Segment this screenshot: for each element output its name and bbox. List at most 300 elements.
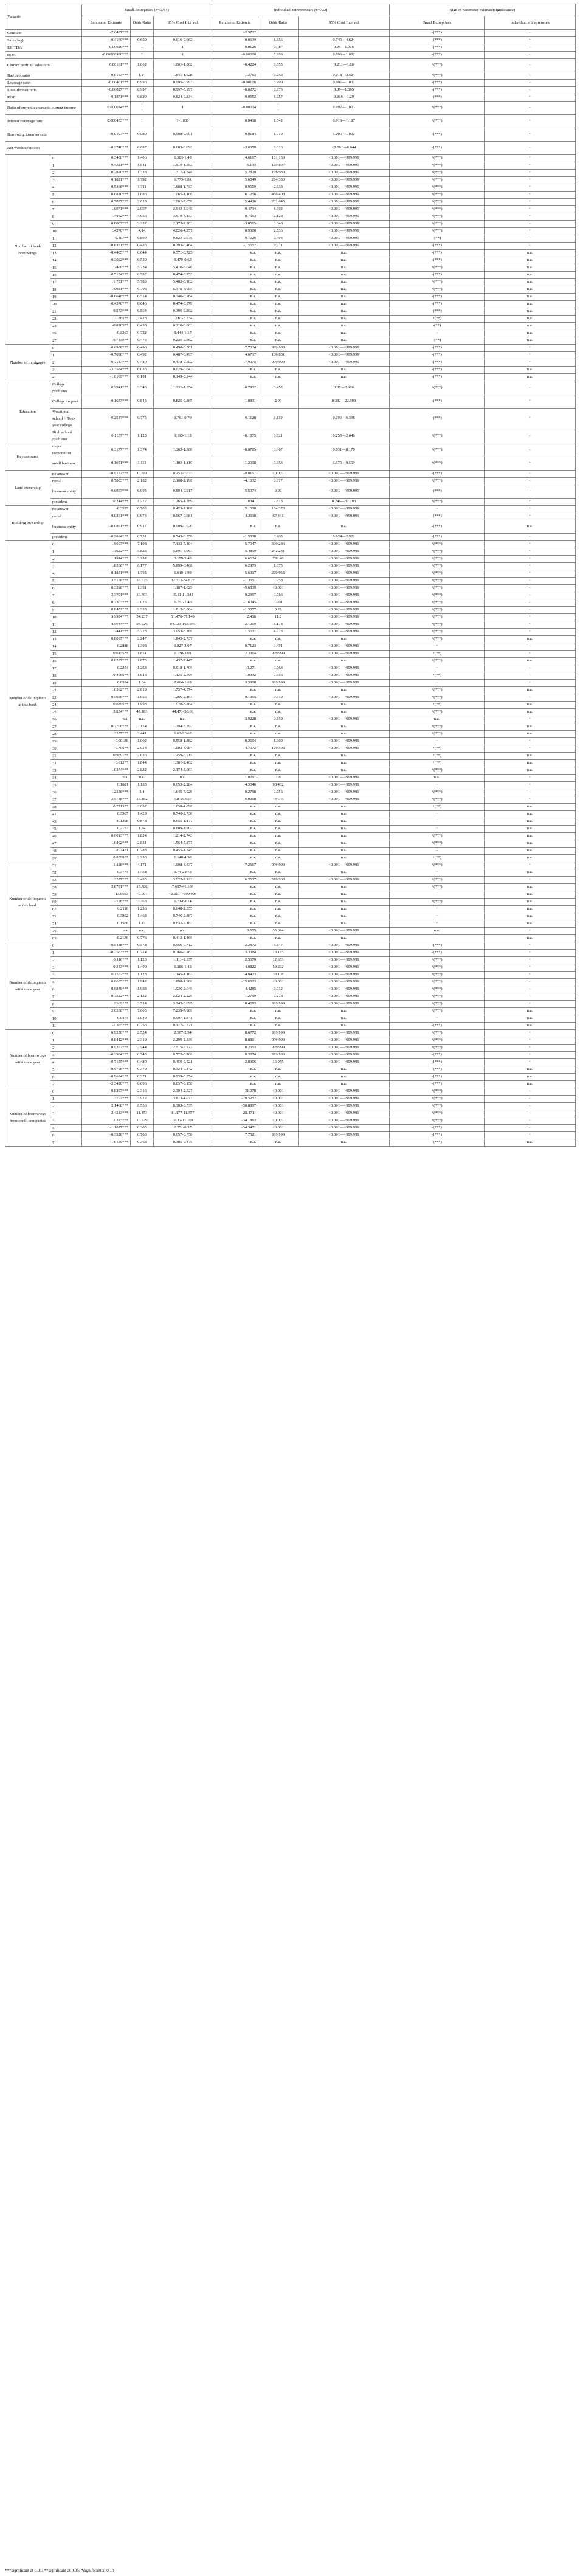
sign-indiv: - bbox=[485, 72, 576, 80]
sign-small: +(***) bbox=[390, 899, 485, 906]
ci-small: 0.825-0.865 bbox=[154, 395, 212, 409]
table-row bbox=[5, 279, 576, 286]
estimate-indiv: n.a. bbox=[212, 636, 258, 643]
estimate-indiv: 3.575 bbox=[212, 928, 258, 935]
sign-small: +(***) bbox=[390, 184, 485, 192]
estimate-indiv: 1.0341 bbox=[212, 499, 258, 506]
ci-small: 2.515-2.573 bbox=[154, 1045, 212, 1052]
odds-ratio-small: 5.783 bbox=[131, 279, 154, 286]
ci-small: 0.616-0.662 bbox=[154, 37, 212, 44]
ci-indiv: n.a. bbox=[299, 330, 390, 337]
odds-ratio-indiv: 782.46 bbox=[258, 556, 299, 563]
estimate-indiv: n.a. bbox=[212, 367, 258, 374]
odds-ratio-indiv: <0.001 bbox=[258, 979, 299, 986]
table-row bbox=[5, 877, 576, 884]
table-row bbox=[5, 44, 576, 52]
sign-indiv: n.a. bbox=[485, 294, 576, 301]
estimate-indiv: 4.6717 bbox=[212, 352, 258, 359]
table-row bbox=[5, 687, 576, 694]
sign-indiv: - bbox=[485, 485, 576, 499]
table-row bbox=[5, 614, 576, 621]
sign-small: -(***) bbox=[390, 52, 485, 59]
odds-ratio-small: 2.075 bbox=[131, 599, 154, 607]
estimate-small: 0.3802 bbox=[82, 913, 131, 920]
odds-ratio-small: 0.989 bbox=[131, 128, 154, 142]
estimate-indiv: -1.2799 bbox=[212, 993, 258, 1001]
odds-ratio-indiv: 444.45 bbox=[258, 796, 299, 804]
ci-small: 0.455-1.345 bbox=[154, 848, 212, 855]
ci-indiv: <0.001—>999.999 bbox=[299, 1001, 390, 1008]
odds-ratio-indiv: 999.999 bbox=[258, 1052, 299, 1059]
table-row bbox=[5, 359, 576, 367]
sign-indiv: + bbox=[485, 651, 576, 658]
table-row bbox=[5, 1001, 576, 1008]
estimate-indiv: 0.1128 bbox=[212, 409, 258, 429]
significance-footnote: ***significant at 0.01; **significant at 0.05; *significant at 0.10 bbox=[5, 2568, 114, 2573]
sign-indiv: + bbox=[485, 170, 576, 177]
odds-ratio-small: 3.363 bbox=[131, 899, 154, 906]
sign-small: +(***) bbox=[390, 884, 485, 891]
sign-indiv: n.a. bbox=[485, 899, 576, 906]
odds-ratio-indiv: 2.128 bbox=[258, 213, 299, 221]
odds-ratio-indiv: 1.602 bbox=[258, 206, 299, 213]
table-row bbox=[5, 716, 576, 723]
estimate-indiv: 2.2872 bbox=[212, 942, 258, 950]
sign-small: -(***) bbox=[390, 409, 485, 429]
estimate-indiv: 3.9228 bbox=[212, 716, 258, 723]
ci-small: 0.252-0.633 bbox=[154, 471, 212, 478]
ci-small: 2.507-2.54 bbox=[154, 1030, 212, 1037]
sign-indiv: n.a. bbox=[485, 848, 576, 855]
estimate-small: 4.5944*** bbox=[82, 621, 131, 629]
table-row bbox=[5, 972, 576, 979]
odds-ratio-small: 1.086 bbox=[131, 192, 154, 199]
sign-small: +(***) bbox=[390, 731, 485, 738]
odds-ratio-small: 0.475 bbox=[131, 337, 154, 345]
odds-ratio-small: 0.743 bbox=[131, 1052, 154, 1059]
ci-indiv: <0.001—>999.999 bbox=[299, 243, 390, 250]
ci-small: 5.476-6.046 bbox=[154, 264, 212, 272]
ci-indiv: <0.001—>999.999 bbox=[299, 592, 390, 599]
ci-indiv: <0.001—>999.999 bbox=[299, 782, 390, 789]
sign-indiv: n.a. bbox=[485, 1015, 576, 1023]
ci-indiv: 0.024—2.922 bbox=[299, 534, 390, 541]
table-row bbox=[5, 1030, 576, 1037]
ci-small: 0.988-0.991 bbox=[154, 128, 212, 142]
estimate-indiv: 5.1018 bbox=[212, 506, 258, 513]
ci-indiv: <0.001—>999.999 bbox=[299, 162, 390, 170]
sign-small: +(***) bbox=[390, 206, 485, 213]
odds-ratio-small: 2.319 bbox=[131, 1037, 154, 1045]
odds-ratio-indiv: n.a. bbox=[258, 1074, 299, 1081]
table-row bbox=[5, 592, 576, 599]
estimate-indiv: 0.0639 bbox=[212, 37, 258, 44]
sign-small: -(***) bbox=[390, 534, 485, 541]
ci-small: 0.683-0.692 bbox=[154, 142, 212, 155]
ci-indiv: <0.001—>999.999 bbox=[299, 651, 390, 658]
sign-indiv: + bbox=[485, 1001, 576, 1008]
odds-ratio-small: 0.722 bbox=[131, 330, 154, 337]
estimate-indiv: -0.00008 bbox=[212, 52, 258, 59]
table-row bbox=[5, 891, 576, 899]
ci-indiv: 1.006—1.032 bbox=[299, 128, 390, 142]
estimate-indiv: n.a. bbox=[212, 250, 258, 257]
sign-small: +(***) bbox=[390, 629, 485, 636]
level-label: 0 bbox=[50, 942, 82, 950]
estimate-small: n.a. bbox=[82, 928, 131, 935]
sign-indiv: + bbox=[485, 162, 576, 170]
ci-indiv: <0.001—>999.999 bbox=[299, 1096, 390, 1103]
ci-indiv: <0.001—>999.999 bbox=[299, 665, 390, 672]
odds-ratio-indiv: 90.432 bbox=[258, 782, 299, 789]
odds-ratio-indiv: 999.999 bbox=[258, 1037, 299, 1045]
estimate-small: 0.6635*** bbox=[82, 979, 131, 986]
level-label: 37 bbox=[50, 796, 82, 804]
estimate-indiv: 8.6772 bbox=[212, 1030, 258, 1037]
sign-small: -(***) bbox=[390, 128, 485, 142]
ci-small: 1.148-4.58 bbox=[154, 855, 212, 862]
header-individual-entrepreneurs: Individual entrepreneurs (n=722) bbox=[212, 4, 390, 16]
estimate-small: -0.8331*** bbox=[82, 243, 131, 250]
odds-ratio-indiv: n.a. bbox=[258, 367, 299, 374]
level-label: 52 bbox=[50, 869, 82, 877]
odds-ratio-small: 1.429 bbox=[131, 811, 154, 818]
sign-indiv: - bbox=[485, 599, 576, 607]
ci-indiv: n.a. bbox=[299, 723, 390, 731]
sign-indiv: + bbox=[485, 964, 576, 972]
estimate-small: 0.00188 bbox=[82, 738, 131, 745]
ci-small: 1.362-1.386 bbox=[154, 443, 212, 457]
level-label: 8 bbox=[50, 213, 82, 221]
ci-indiv: n.a. bbox=[299, 891, 390, 899]
estimate-indiv: n.a. bbox=[212, 804, 258, 811]
estimate-indiv: 18.4683 bbox=[212, 1001, 258, 1008]
odds-ratio-indiv: 4.773 bbox=[258, 629, 299, 636]
header-small-enterprises: Small Entreprises (n=3711) bbox=[82, 4, 212, 16]
estimate-indiv: 6.2537 bbox=[212, 877, 258, 884]
ci-indiv: 0.96—1.016 bbox=[299, 44, 390, 52]
odds-ratio-small: 7.605 bbox=[131, 1008, 154, 1015]
sign-indiv: n.a. bbox=[485, 884, 576, 891]
table-row bbox=[5, 345, 576, 352]
table-row bbox=[5, 59, 576, 72]
sign-small: +(***) bbox=[390, 1008, 485, 1015]
odds-ratio-small: 1.111 bbox=[131, 457, 154, 471]
table-row bbox=[5, 629, 576, 636]
ci-small: 0.722-0.766 bbox=[154, 1052, 212, 1059]
level-label: 23 bbox=[50, 323, 82, 330]
estimate-indiv: 0.7553 bbox=[212, 213, 258, 221]
ci-small: 94.123-103.975 bbox=[154, 621, 212, 629]
table-row bbox=[5, 702, 576, 709]
table-row bbox=[5, 395, 576, 409]
estimate-small: 2.1468*** bbox=[82, 1103, 131, 1110]
sign-small: -(***) bbox=[390, 1066, 485, 1074]
ci-small: 0.057-0.158 bbox=[154, 1081, 212, 1088]
estimate-indiv: -0.7932 bbox=[212, 381, 258, 395]
odds-ratio-indiv: 999.999 bbox=[258, 345, 299, 352]
ci-small: n.a. bbox=[154, 775, 212, 782]
table-row bbox=[5, 745, 576, 753]
odds-ratio-small: 1.277 bbox=[131, 499, 154, 506]
level-label: 0 bbox=[50, 541, 82, 548]
estimate-small: -0.0861*** bbox=[82, 520, 131, 534]
ci-small: 1.001-1.002 bbox=[154, 59, 212, 72]
level-label: 5 bbox=[50, 578, 82, 585]
table-row bbox=[5, 840, 576, 848]
ci-small: 0.653-2.284 bbox=[154, 782, 212, 789]
estimate-indiv: -5.5074 bbox=[212, 485, 258, 499]
table-row bbox=[5, 250, 576, 257]
ci-small: 3.873-4.073 bbox=[154, 1096, 212, 1103]
sign-small: +(**) bbox=[390, 651, 485, 658]
ci-small: 0.809-1.902 bbox=[154, 826, 212, 833]
ci-small: 0.496-0.501 bbox=[154, 345, 212, 352]
odds-ratio-small: 2.819 bbox=[131, 687, 154, 694]
sign-small: -(***) bbox=[390, 1023, 485, 1030]
odds-ratio-small: 17.788 bbox=[131, 884, 154, 891]
sign-small: -(***) bbox=[390, 352, 485, 359]
ci-indiv: <0.001—>999.999 bbox=[299, 993, 390, 1001]
ci-small: 0.909-0.926 bbox=[154, 520, 212, 534]
odds-ratio-small: 2.316 bbox=[131, 1088, 154, 1096]
ci-indiv: <0.001—>999.999 bbox=[299, 352, 390, 359]
level-label: 7 bbox=[50, 1139, 82, 1147]
level-label: small business bbox=[50, 457, 82, 471]
odds-ratio-small: 0.974 bbox=[131, 513, 154, 520]
odds-ratio-small: 0.371 bbox=[131, 1074, 154, 1081]
ci-small: 1.265-1.289 bbox=[154, 499, 212, 506]
estimate-small: -0.6968*** bbox=[82, 345, 131, 352]
level-label: 10 bbox=[50, 228, 82, 235]
sign-small: +(***) bbox=[390, 381, 485, 395]
estimate-small: -0.00026*** bbox=[82, 44, 131, 52]
header-sign: Sign of parameter estimate(significance) bbox=[390, 4, 576, 16]
ci-small: 1.845-2.737 bbox=[154, 636, 212, 643]
odds-ratio-indiv: n.a. bbox=[258, 913, 299, 920]
ci-indiv: <0.001—>999.999 bbox=[299, 1059, 390, 1066]
odds-ratio-small: 1 bbox=[131, 102, 154, 115]
table-row bbox=[5, 855, 576, 862]
odds-ratio-small: 2.174 bbox=[131, 723, 154, 731]
sign-small: -(***) bbox=[390, 87, 485, 94]
table-row bbox=[5, 52, 576, 59]
ci-small: 2.024-2.225 bbox=[154, 993, 212, 1001]
table-row bbox=[5, 1081, 576, 1088]
estimate-small: 1.2357*** bbox=[82, 731, 131, 738]
table-row bbox=[5, 221, 576, 228]
ci-small: 1.214-2.743 bbox=[154, 833, 212, 840]
sign-small: -(***) bbox=[390, 513, 485, 520]
ci-indiv: n.a. bbox=[299, 848, 390, 855]
estimate-indiv: -3.0565 bbox=[212, 221, 258, 228]
ci-small: 1.028-3.864 bbox=[154, 702, 212, 709]
sign-indiv: - bbox=[485, 471, 576, 478]
sign-small: +(***) bbox=[390, 177, 485, 184]
sign-small: +(***) bbox=[390, 621, 485, 629]
ci-indiv: <0.001—>999.999 bbox=[299, 155, 390, 162]
ci-indiv: <0.001—>999.999 bbox=[299, 950, 390, 957]
level-label: 22 bbox=[50, 316, 82, 323]
ci-small: 0.413-1.466 bbox=[154, 935, 212, 942]
odds-ratio-indiv: n.a. bbox=[258, 906, 299, 913]
table-row bbox=[5, 177, 576, 184]
level-label: 12 bbox=[50, 629, 82, 636]
ci-small: 0.235-0.962 bbox=[154, 337, 212, 345]
estimate-indiv: -9.6839 bbox=[212, 585, 258, 592]
table-row bbox=[5, 499, 576, 506]
estimate-indiv: 5.6017 bbox=[212, 570, 258, 578]
level-label: College dropout bbox=[50, 395, 82, 409]
table-row bbox=[5, 848, 576, 855]
odds-ratio-small: <0.001 bbox=[131, 891, 154, 899]
ci-indiv: <0.001—>999.999 bbox=[299, 1037, 390, 1045]
estimate-indiv: n.a. bbox=[212, 709, 258, 716]
header-ci-small: 95% Conf Interval bbox=[154, 16, 212, 30]
table-row bbox=[5, 723, 576, 731]
estimate-small: 0.8007*** bbox=[82, 221, 131, 228]
odds-ratio-indiv: 120.505 bbox=[258, 745, 299, 753]
odds-ratio-small: 0.751 bbox=[131, 534, 154, 541]
ci-small: 0.746-2.736 bbox=[154, 811, 212, 818]
sign-indiv: + bbox=[485, 1037, 576, 1045]
sign-small: +(***) bbox=[390, 979, 485, 986]
level-label: 35 bbox=[50, 782, 82, 789]
ci-small: 0.597-1.841 bbox=[154, 1015, 212, 1023]
sign-small: -(***) bbox=[390, 1125, 485, 1132]
odds-ratio-indiv: n.a. bbox=[258, 520, 299, 534]
estimate-indiv: 7.2567 bbox=[212, 862, 258, 869]
ci-indiv: 0.231—1.86 bbox=[299, 59, 390, 72]
ci-indiv: 0.745—4.624 bbox=[299, 37, 390, 44]
sign-small: + bbox=[390, 906, 485, 913]
sign-small: +(***) bbox=[390, 636, 485, 643]
odds-ratio-small: 1 bbox=[131, 115, 154, 128]
odds-ratio-indiv: 16.955 bbox=[258, 1059, 299, 1066]
odds-ratio-indiv: n.a. bbox=[258, 1023, 299, 1030]
estimate-small: 0.7213** bbox=[82, 804, 131, 811]
estimate-indiv: -0.7123 bbox=[212, 643, 258, 651]
odds-ratio-indiv: 0.048 bbox=[258, 221, 299, 228]
sign-indiv: + bbox=[485, 395, 576, 409]
sign-small: -(***) bbox=[390, 942, 485, 950]
odds-ratio-small: 1.824 bbox=[131, 833, 154, 840]
sign-indiv: + bbox=[485, 862, 576, 869]
sign-indiv: n.a. bbox=[485, 855, 576, 862]
level-label: 13 bbox=[50, 250, 82, 257]
sign-small: +(***) bbox=[390, 443, 485, 457]
odds-ratio-small: 1.643 bbox=[131, 672, 154, 680]
odds-ratio-indiv: 0.258 bbox=[258, 578, 299, 585]
table-row bbox=[5, 1117, 576, 1125]
odds-ratio-indiv: 0.356 bbox=[258, 672, 299, 680]
estimate-indiv: 4.0423 bbox=[212, 972, 258, 979]
odds-ratio-indiv: <0.001 bbox=[258, 1096, 299, 1103]
table-row bbox=[5, 272, 576, 279]
estimate-indiv: n.a. bbox=[212, 811, 258, 818]
level-label: 19 bbox=[50, 294, 82, 301]
odds-ratio-small: 1.463 bbox=[131, 913, 154, 920]
estimate-indiv: -3.6359 bbox=[212, 142, 258, 155]
estimate-small: -0.9604*** bbox=[82, 1074, 131, 1081]
ci-small: 0.324-0.442 bbox=[154, 1066, 212, 1074]
ci-indiv: <0.001—>999.999 bbox=[299, 928, 390, 935]
odds-ratio-indiv: 106.881 bbox=[258, 352, 299, 359]
sign-small: +(***) bbox=[390, 1001, 485, 1008]
sign-indiv: n.a. bbox=[485, 753, 576, 760]
estimate-small: 1.2128*** bbox=[82, 899, 131, 906]
odds-ratio-small: 3.4 bbox=[131, 789, 154, 796]
odds-ratio-small: 0.435 bbox=[131, 243, 154, 250]
sign-small: +(***) bbox=[390, 199, 485, 206]
ci-indiv: <0.001—>999.999 bbox=[299, 1125, 390, 1132]
level-label: 7 bbox=[50, 1081, 82, 1088]
estimate-indiv: n.a. bbox=[212, 308, 258, 316]
odds-ratio-indiv: 1.019 bbox=[258, 128, 299, 142]
table-row bbox=[5, 1023, 576, 1030]
header-row-sub bbox=[5, 16, 576, 30]
estimate-indiv: n.a. bbox=[212, 272, 258, 279]
sign-small: -(***) bbox=[390, 94, 485, 102]
sign-indiv: + bbox=[485, 745, 576, 753]
estimate-small: 0.343*** bbox=[82, 964, 131, 972]
estimate-indiv: n.a. bbox=[212, 906, 258, 913]
sign-small: -(***) bbox=[390, 37, 485, 44]
ci-indiv: <0.001—>999.999 bbox=[299, 862, 390, 869]
level-label: 12 bbox=[50, 243, 82, 250]
odds-ratio-indiv: 2.813 bbox=[258, 499, 299, 506]
ci-indiv: <0.001—>999.999 bbox=[299, 1110, 390, 1117]
estimate-small: 0.244*** bbox=[82, 499, 131, 506]
odds-ratio-small: 0.399 bbox=[131, 471, 154, 478]
ci-small: 1.812-3.004 bbox=[154, 607, 212, 614]
table-row bbox=[5, 775, 576, 782]
ci-small: 0.823-0.979 bbox=[154, 235, 212, 243]
estimate-indiv: -29.5252 bbox=[212, 1096, 258, 1103]
header-odds-ratio-indiv: Odds Ratio bbox=[258, 16, 299, 30]
estimate-indiv: n.a. bbox=[212, 1015, 258, 1023]
estimate-indiv: -0.6785 bbox=[212, 443, 258, 457]
table-row bbox=[5, 811, 576, 818]
table-row bbox=[5, 37, 576, 44]
ci-indiv: <0.001—>999.999 bbox=[299, 972, 390, 979]
ci-small: 3.022-7.122 bbox=[154, 877, 212, 884]
odds-ratio-small: 0.597 bbox=[131, 272, 154, 279]
sign-indiv: n.a. bbox=[485, 272, 576, 279]
table-row bbox=[5, 308, 576, 316]
estimate-indiv: -4.1032 bbox=[212, 478, 258, 485]
sign-indiv: n.a. bbox=[485, 767, 576, 775]
level-label: 74 bbox=[50, 920, 82, 928]
estimate-small: 0.1851*** bbox=[82, 570, 131, 578]
estimate-indiv: n.a. bbox=[212, 301, 258, 308]
ci-small: 0.149-0.244 bbox=[154, 374, 212, 381]
estimate-indiv: -1.3763 bbox=[212, 72, 258, 80]
level-label: 58 bbox=[50, 884, 82, 891]
odds-ratio-small: 0.775 bbox=[131, 409, 154, 429]
estimate-indiv: n.a. bbox=[212, 767, 258, 775]
sign-indiv: n.a. bbox=[485, 1066, 576, 1074]
table-row bbox=[5, 993, 576, 1001]
table-row bbox=[5, 429, 576, 443]
sign-small: +(***) bbox=[390, 115, 485, 128]
sign-small: - bbox=[390, 848, 485, 855]
odds-ratio-small: 1.942 bbox=[131, 979, 154, 986]
level-label: 4 bbox=[50, 972, 82, 979]
odds-ratio-indiv: 1 bbox=[258, 102, 299, 115]
estimate-small: -0.3692*** bbox=[82, 257, 131, 264]
odds-ratio-small: 6.177 bbox=[131, 563, 154, 570]
